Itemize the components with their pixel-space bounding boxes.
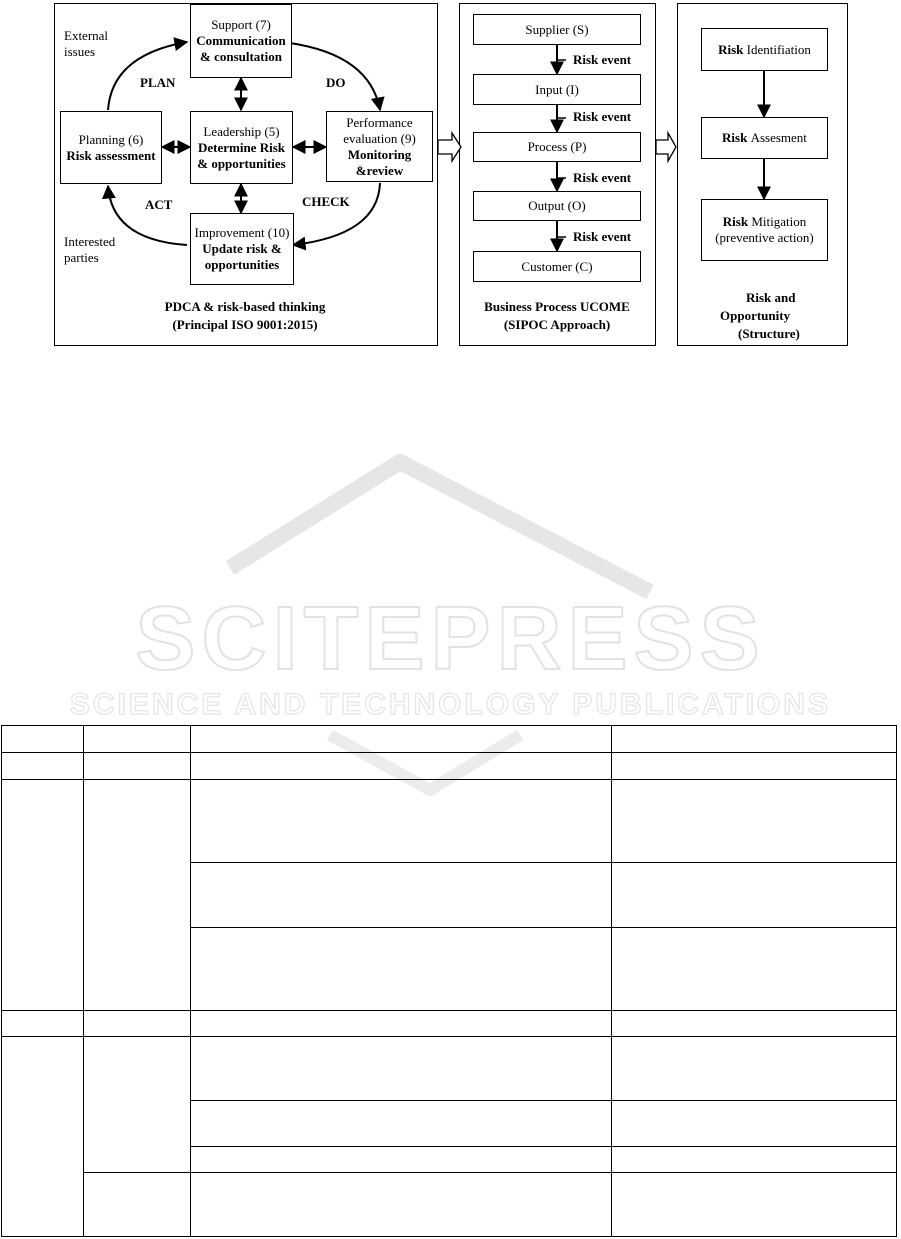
table-cell bbox=[612, 726, 897, 753]
watermark-subtitle: SCIENCE AND TECHNOLOGY PUBLICATIONS bbox=[69, 688, 832, 721]
table-cell bbox=[191, 1101, 612, 1147]
table-cell bbox=[612, 863, 897, 928]
table-cell bbox=[84, 1173, 191, 1237]
table-cell bbox=[191, 863, 612, 928]
risk-event-label-1: Risk event bbox=[573, 52, 632, 67]
risk-assessment-label: Assesment bbox=[750, 130, 807, 145]
table-cell bbox=[191, 753, 612, 780]
table-row bbox=[2, 1173, 897, 1237]
risk-event-label-3: Risk event bbox=[573, 170, 632, 185]
table-cell bbox=[2, 780, 84, 1011]
sipoc-caption-line1: Business Process UCOME bbox=[484, 299, 630, 314]
plan-label: PLAN bbox=[140, 75, 176, 90]
table-cell bbox=[612, 753, 897, 780]
support-title: Support (7) bbox=[211, 17, 271, 32]
table-cell bbox=[84, 780, 191, 1011]
table-cell bbox=[191, 726, 612, 753]
sipoc-output-label: Output (O) bbox=[528, 198, 586, 213]
table-row bbox=[2, 1037, 897, 1101]
table-row bbox=[2, 726, 897, 753]
sipoc-input-label: Input (I) bbox=[535, 81, 579, 97]
table-cell bbox=[191, 1037, 612, 1101]
risk-assessment-bold: Risk bbox=[722, 130, 748, 145]
pdca-caption-line2: (Principal ISO 9001:2015) bbox=[172, 317, 318, 332]
table-cell bbox=[84, 753, 191, 780]
table-cell bbox=[612, 1147, 897, 1173]
sipoc-customer-label: Customer (C) bbox=[521, 258, 593, 274]
check-label: CHECK bbox=[302, 194, 350, 209]
sipoc-caption-line2: (SIPOC Approach) bbox=[503, 317, 611, 332]
table-cell bbox=[84, 726, 191, 753]
sipoc-supplier-label: Supplier (S) bbox=[525, 21, 589, 37]
performance-subtitle: Monitoring &review bbox=[347, 146, 412, 178]
act-label: ACT bbox=[145, 197, 173, 212]
interested-parties-label: Interested parties bbox=[64, 234, 116, 265]
table-cell bbox=[2, 1037, 84, 1237]
table-row bbox=[2, 1011, 897, 1037]
risk-event-label-4: Risk event bbox=[573, 229, 632, 244]
risk-caption-line3: (Structure) bbox=[738, 326, 800, 341]
table-row bbox=[2, 780, 897, 863]
table-cell bbox=[612, 1011, 897, 1037]
table-cell bbox=[84, 1037, 191, 1173]
planning-title: Planning (6) bbox=[78, 131, 144, 147]
table-cell bbox=[191, 928, 612, 1011]
external-issues-label: External issues bbox=[64, 28, 109, 59]
leadership-subtitle: Determine Risk & opportunities bbox=[197, 139, 286, 171]
watermark-title: SCITEPRESS bbox=[135, 589, 766, 689]
table-cell bbox=[2, 726, 84, 753]
risk-mitigation-label: Mitigation bbox=[751, 214, 807, 229]
risk-caption-line1: Risk and bbox=[746, 290, 796, 305]
table-cell bbox=[191, 1173, 612, 1237]
table-cell bbox=[612, 1173, 897, 1237]
sipoc-process-label: Process (P) bbox=[527, 139, 587, 154]
table-row bbox=[2, 753, 897, 780]
table-cell bbox=[612, 1101, 897, 1147]
data-table bbox=[1, 725, 897, 1237]
pdca-caption-line1: PDCA & risk-based thinking bbox=[164, 299, 326, 314]
table-cell bbox=[191, 1011, 612, 1037]
table-cell bbox=[2, 753, 84, 780]
risk-mitigation-bold: Risk bbox=[722, 214, 749, 229]
improvement-title: Improvement (10) bbox=[194, 225, 290, 240]
leadership-title: Leadership (5) bbox=[203, 123, 280, 139]
improvement-subtitle: Update risk & opportunities bbox=[202, 241, 282, 272]
performance-title: Performance evaluation (9) bbox=[343, 114, 416, 146]
table-cell bbox=[191, 1147, 612, 1173]
risk-identification-bold: Risk bbox=[718, 41, 744, 57]
table-cell bbox=[612, 928, 897, 1011]
risk-event-label-2: Risk event bbox=[573, 109, 632, 124]
do-label: DO bbox=[326, 75, 346, 90]
table-cell bbox=[612, 1037, 897, 1101]
risk-identification-label: Identifiation bbox=[746, 41, 811, 57]
support-subtitle: Communication & consultation bbox=[196, 33, 286, 64]
risk-caption-line2: Opportunity bbox=[720, 308, 791, 323]
table-cell bbox=[2, 1011, 84, 1037]
planning-subtitle: Risk assessment bbox=[66, 147, 156, 163]
table-cell bbox=[612, 780, 897, 863]
table-cell bbox=[84, 1011, 191, 1037]
table-cell bbox=[191, 780, 612, 863]
risk-mitigation-sub: (preventive action) bbox=[715, 230, 814, 245]
